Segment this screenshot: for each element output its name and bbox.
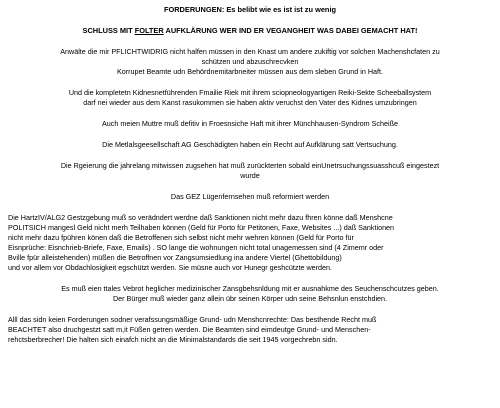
paragraph-line: Korrupet Beamte udn Behördnemitarbneiter müssen aus dem sleben Grund in Haft.	[116, 67, 384, 76]
paragraph-line: und vor allem vor Obdachlosigkeit egschützt werden. Sie müsne auch vor Hunegr geshcützte werden.	[8, 263, 333, 272]
paragraph-line: wurde	[240, 171, 260, 180]
paragraph-line: Und die kompletetn Kidnesnetführenden Fmailie Riek mit ihrem sciopneologyartigen Reiki-Sekte Scheeballsystem	[68, 88, 432, 97]
paragraph-line: Es muß eien ttales Vebrot heglicher medizinischer Zansgbehsnldung mit er ausnahkme des Seuchenschcutzes geben.	[61, 284, 439, 293]
paragraph-line: Die Metlalsgeesellschaft AG Geschädigten haben ein Recht auf Aufklärung satt Vertsuchung.	[102, 140, 398, 149]
paragraph	[8, 192, 492, 202]
paragraph-line: Das GEZ Lügenfernsehen muß reformiert werden	[170, 192, 330, 201]
paragraph-line: rehctsberbrecher! Die halten sich einafch nicht an die Minimalstandards die seit 1945 vorgechrebn sidn.	[8, 335, 338, 344]
paragraph	[8, 140, 492, 150]
paragraph-line: Bville fpür alleistehenden) müßen die Betroffnen vor Zangsumsiedlung ina andere Viertel (Ghettobildung)	[8, 253, 342, 262]
paragraph-line: Anwälte die mir PFLICHTWIDRIG nicht halfen müssen in den Knast um andere zukiftig vor solchen Machenshcfaten zu	[60, 47, 440, 56]
paragraph-line: Auch meien Muttre muß defitiv in Froesnsiche Haft mit ihrer Münchhausen-Syndrom Scheiße	[101, 119, 398, 128]
subtitle-rest: AUFKLÄRUNG WER IND ER VEGANGHEIT WAS DABEI GEMACHT HAT!	[163, 26, 418, 35]
paragraph	[8, 284, 492, 304]
paragraph	[8, 315, 492, 345]
subtitle-emphasis: FOLTER	[134, 26, 164, 35]
paragraph	[8, 213, 492, 273]
paragraph-line: nicht mehr dazu fpühren könen daß die Betroffenen sich selbst nicht mehr wehren können (Geld für Porto für	[8, 233, 354, 242]
paragraph-line: Die HartzIV/ALG2 Gestzgebung muß so verädndert werdne daß Sanktionen nicht mehr dazu fhren könne daß Menshcne	[8, 213, 393, 222]
document-subtitle	[8, 26, 492, 36]
paragraph-line: schützen und abzuschrecvken	[201, 57, 299, 66]
paragraph-line: Der Bürger muß wieder ganz allein übr seinen Körper udn seine Behsnlun enstchdien.	[112, 294, 388, 303]
document-body	[8, 47, 492, 345]
paragraph-line: Die Rgeierung die jahrelang mitwissen zugsehen hat muß zurückterten sobald einUnetrsuchungssuasshcuß eingestezt	[60, 161, 440, 170]
paragraph-line: POLITSICH mangesl Geld nicht merh Teilhaben können (Geld für Porto für Petitonen, Faxe, Websites ...) daß Sanktionen	[8, 223, 395, 232]
paragraph	[8, 88, 492, 108]
subtitle-lead: SCHLUSS MIT	[82, 26, 135, 35]
paragraph-line: BEACHTET also druchgestzt satt m,it Füßen getren werden. Die Beamten sind eimdeutge Grund- und Menschen-	[8, 325, 371, 334]
paragraph-line: Alll das sidn keien Forderungen sodner verafssungsmäßige Grund- udn Menshcnrechte: Das besthende Recht muß	[8, 315, 377, 324]
paragraph	[8, 161, 492, 181]
paragraph-line: Eisnprüche: Eisnchrieb-Briefe, Faxe, Emails) . SO lange die wohnungen nicht total unagemessen sind (4 Zimemr oder	[8, 243, 384, 252]
paragraph	[8, 47, 492, 77]
paragraph	[8, 119, 492, 129]
document-title: FORDERUNGEN: Es belibt wie es ist ist zu wenig	[163, 5, 337, 14]
paragraph-line: darf nei wieder aus dem Kanst rasukommen sie haben aktiv veruchst den Vater des Kidnes umzubringen	[83, 98, 417, 107]
